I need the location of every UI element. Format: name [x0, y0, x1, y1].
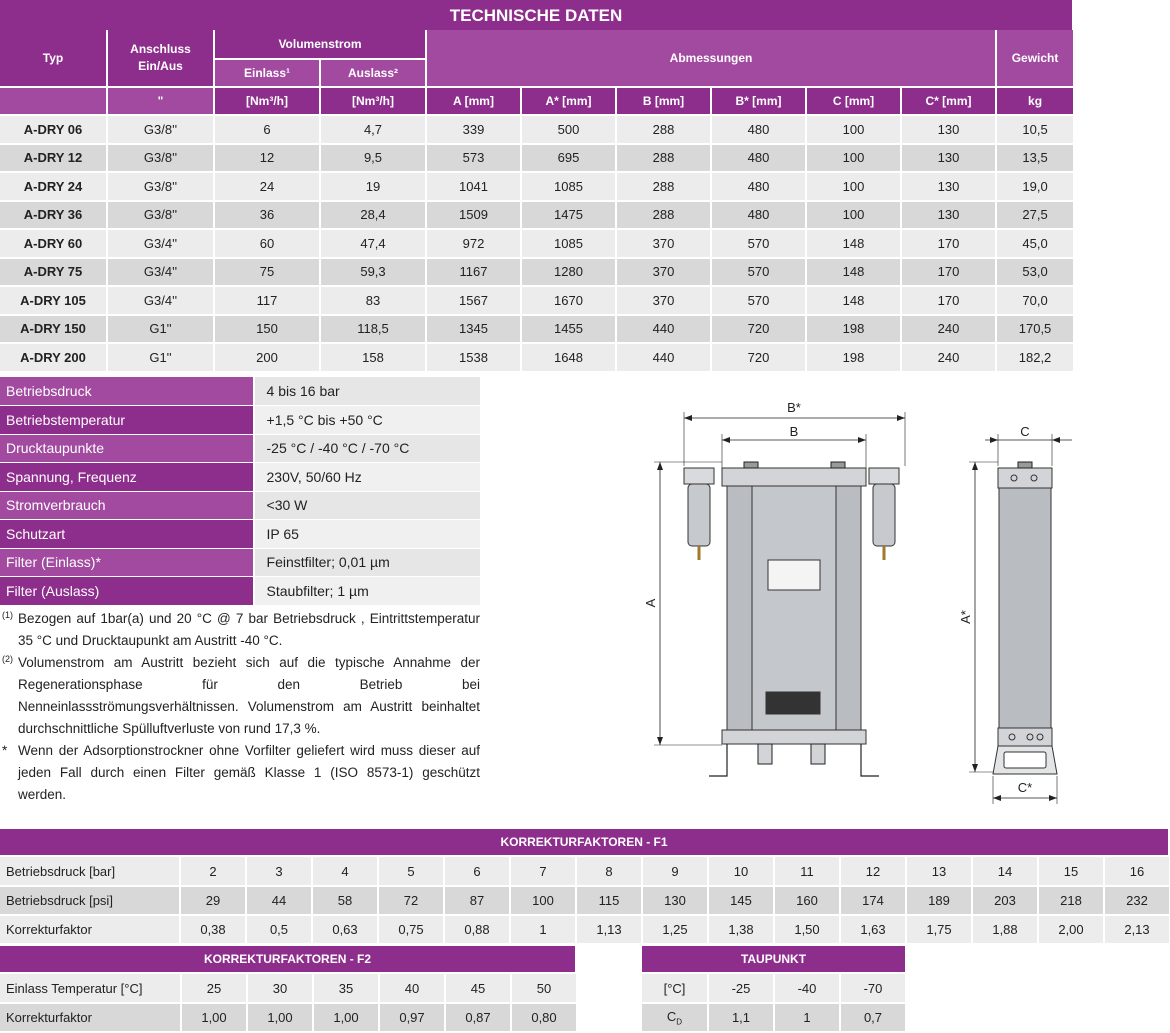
f1-table	[0, 857, 1170, 945]
param-label: Drucktaupunkte	[0, 434, 254, 463]
tech-cell: 170	[901, 258, 996, 287]
tech-title: TECHNISCHE DATEN	[449, 6, 623, 25]
tech-row	[0, 315, 1074, 344]
tech-cell: 1648	[521, 343, 616, 372]
tech-cell: 1567	[426, 286, 521, 315]
tech-cell: G3/8''	[107, 144, 214, 173]
tech-cell: 130	[901, 144, 996, 173]
f2-row	[0, 1003, 577, 1032]
tech-title-bar	[0, 0, 1072, 30]
tech-cell-typ: A-DRY 200	[0, 343, 107, 372]
f1-cell: 87	[444, 886, 510, 915]
tech-cell: 1167	[426, 258, 521, 287]
taupunkt-cell: -25	[708, 974, 774, 1003]
tech-cell: 83	[320, 286, 426, 315]
footnote-3-mark: *	[2, 743, 8, 758]
tech-cell: 480	[711, 172, 806, 201]
f2-title: KORREKTURFAKTOREN - F2	[0, 946, 575, 972]
tech-cell: 170	[901, 229, 996, 258]
taupunkt-row-label: [°C]	[642, 974, 708, 1003]
col-abmessungen: Abmessungen	[426, 30, 996, 87]
tech-table	[0, 30, 1075, 373]
f1-cell: 29	[180, 886, 246, 915]
dim-c: C	[1020, 424, 1030, 439]
taupunkt-cell: -40	[774, 974, 840, 1003]
param-label: Filter (Auslass)	[0, 577, 254, 606]
tech-cell: 573	[426, 144, 521, 173]
col-einlass: Einlass¹	[214, 59, 320, 88]
param-row	[0, 377, 480, 406]
tech-row	[0, 144, 1074, 173]
param-value: Staubfilter; 1 µm	[254, 577, 480, 606]
tech-cell: 695	[521, 144, 616, 173]
tech-cell: 500	[521, 115, 616, 144]
tech-cell: 570	[711, 258, 806, 287]
tech-cell: G1''	[107, 343, 214, 372]
tech-cell: 198	[806, 343, 901, 372]
param-value: +1,5 °C bis +50 °C	[254, 406, 480, 435]
col-auslass: Auslass²	[320, 59, 426, 88]
tech-row	[0, 115, 1074, 144]
unit-kg: kg	[996, 87, 1074, 115]
f2-table	[0, 974, 578, 1033]
tech-cell: 118,5	[320, 315, 426, 344]
param-value: IP 65	[254, 520, 480, 549]
taupunkt-cell: 1,1	[708, 1003, 774, 1032]
f1-cell: 0,75	[378, 915, 444, 944]
tech-cell: 19,0	[996, 172, 1074, 201]
f1-cell: 7	[510, 857, 576, 886]
tech-row	[0, 172, 1074, 201]
dryer-drawing	[630, 390, 1080, 810]
tech-cell: 6	[214, 115, 320, 144]
tech-cell: 45,0	[996, 229, 1074, 258]
f2-row	[0, 974, 577, 1003]
f1-cell: 13	[906, 857, 972, 886]
unit-a: A [mm]	[426, 87, 521, 115]
f2-cell: 1,00	[181, 1003, 247, 1032]
param-label: Schutzart	[0, 520, 254, 549]
f2-cell: 35	[313, 974, 379, 1003]
unit-blank	[0, 87, 107, 115]
tech-cell: 4,7	[320, 115, 426, 144]
f1-cell: 0,63	[312, 915, 378, 944]
col-anschluss	[107, 30, 214, 87]
tech-cell: 972	[426, 229, 521, 258]
tech-row	[0, 229, 1074, 258]
tech-cell: 480	[711, 201, 806, 230]
unit-c-star: C* [mm]	[901, 87, 996, 115]
param-value: 230V, 50/60 Hz	[254, 463, 480, 492]
tech-cell: 117	[214, 286, 320, 315]
param-row	[0, 548, 480, 577]
f1-cell: 0,5	[246, 915, 312, 944]
f1-cell: 130	[642, 886, 708, 915]
tech-cell: G3/4''	[107, 286, 214, 315]
tech-cell: G3/4''	[107, 258, 214, 287]
tech-cell: 240	[901, 315, 996, 344]
tech-cell: 12	[214, 144, 320, 173]
tech-cell: 70,0	[996, 286, 1074, 315]
f2-cell: 1,00	[313, 1003, 379, 1032]
taupunkt-cell: 1	[774, 1003, 840, 1032]
f2-cell: 40	[379, 974, 445, 1003]
tech-row	[0, 258, 1074, 287]
tech-cell: 720	[711, 315, 806, 344]
tech-cell: 130	[901, 115, 996, 144]
dim-b: B	[789, 424, 799, 439]
tech-cell: 19	[320, 172, 426, 201]
f1-row	[0, 857, 1170, 886]
unit-einlass: [Nm³/h]	[214, 87, 320, 115]
f1-cell: 145	[708, 886, 774, 915]
tech-cell: 1538	[426, 343, 521, 372]
f1-cell: 1,38	[708, 915, 774, 944]
taupunkt-row	[642, 974, 906, 1003]
f1-cell: 16	[1104, 857, 1170, 886]
f2-cell: 45	[445, 974, 511, 1003]
taupunkt-row-label: $C_D$	[642, 1003, 708, 1032]
param-label: Stromverbrauch	[0, 491, 254, 520]
f1-cell: 9	[642, 857, 708, 886]
f1-cell: 174	[840, 886, 906, 915]
f1-cell: 6	[444, 857, 510, 886]
tech-cell: 1475	[521, 201, 616, 230]
f1-cell: 2	[180, 857, 246, 886]
tech-row	[0, 201, 1074, 230]
tech-cell: 75	[214, 258, 320, 287]
tech-cell: 1455	[521, 315, 616, 344]
f2-cell: 0,80	[511, 1003, 577, 1032]
tech-cell: 1509	[426, 201, 521, 230]
tech-cell: 100	[806, 115, 901, 144]
f1-cell: 1,88	[972, 915, 1038, 944]
f1-cell: 15	[1038, 857, 1104, 886]
f1-cell: 189	[906, 886, 972, 915]
f1-row	[0, 915, 1170, 944]
f1-cell: 11	[774, 857, 840, 886]
tech-cell-typ: A-DRY 60	[0, 229, 107, 258]
tech-cell: 9,5	[320, 144, 426, 173]
tech-cell: 170	[901, 286, 996, 315]
param-row	[0, 577, 480, 606]
f1-cell: 2,00	[1038, 915, 1104, 944]
tech-cell-typ: A-DRY 105	[0, 286, 107, 315]
col-typ: Typ	[0, 30, 107, 87]
tech-cell: 339	[426, 115, 521, 144]
footnote-2-text: Volumenstrom am Austritt bezieht sich auf die typische Annahme der Regenerationsphase für den Betrieb bei Nenneinlassströmungsverhältnissen. Volumenstrom am Austritt beinhaltet durchschnittliche Spülluftverluste von rund 17,3 %.	[18, 655, 480, 736]
tech-cell: G3/8''	[107, 172, 214, 201]
f1-row-label: Betriebsdruck [psi]	[0, 886, 180, 915]
tech-cell: 130	[901, 201, 996, 230]
f1-row-label: Betriebsdruck [bar]	[0, 857, 180, 886]
footnotes	[2, 608, 480, 806]
tech-cell: 1085	[521, 229, 616, 258]
unit-c: C [mm]	[806, 87, 901, 115]
footnote-2-mark: (2)	[2, 654, 13, 664]
f1-cell: 1,25	[642, 915, 708, 944]
tech-cell-typ: A-DRY 150	[0, 315, 107, 344]
f1-row-label: Korrekturfaktor	[0, 915, 180, 944]
param-value: -25 °C / -40 °C / -70 °C	[254, 434, 480, 463]
f1-cell: 0,88	[444, 915, 510, 944]
tech-cell: 182,2	[996, 343, 1074, 372]
tech-cell: 198	[806, 315, 901, 344]
tech-cell: 288	[616, 201, 711, 230]
f1-cell: 218	[1038, 886, 1104, 915]
f1-cell: 14	[972, 857, 1038, 886]
params-table	[0, 377, 480, 606]
tech-cell: 1085	[521, 172, 616, 201]
unit-anschluss: "	[107, 87, 214, 115]
f1-cell: 44	[246, 886, 312, 915]
tech-cell: 370	[616, 286, 711, 315]
tech-cell: 158	[320, 343, 426, 372]
tech-cell: 240	[901, 343, 996, 372]
f1-row	[0, 886, 1170, 915]
f1-cell: 58	[312, 886, 378, 915]
col-gewicht: Gewicht	[996, 30, 1074, 87]
f1-cell: 5	[378, 857, 444, 886]
footnote-1-mark: (1)	[2, 610, 13, 620]
taupunkt-title: TAUPUNKT	[642, 946, 905, 972]
f1-cell: 115	[576, 886, 642, 915]
param-label: Betriebstemperatur	[0, 406, 254, 435]
taupunkt-table	[642, 974, 907, 1033]
tech-cell: 148	[806, 286, 901, 315]
unit-a-star: A* [mm]	[521, 87, 616, 115]
tech-cell: 370	[616, 258, 711, 287]
tech-cell: 570	[711, 229, 806, 258]
tech-cell-typ: A-DRY 24	[0, 172, 107, 201]
f1-cell: 0,38	[180, 915, 246, 944]
tech-cell: G3/8''	[107, 115, 214, 144]
tech-cell: 13,5	[996, 144, 1074, 173]
f1-cell: 160	[774, 886, 840, 915]
footnote-2	[2, 652, 480, 740]
tech-cell: 47,4	[320, 229, 426, 258]
col-volumenstrom: Volumenstrom	[214, 30, 426, 59]
tech-cell: 170,5	[996, 315, 1074, 344]
tech-cell: 60	[214, 229, 320, 258]
tech-cell: 130	[901, 172, 996, 201]
param-row	[0, 520, 480, 549]
tech-row	[0, 343, 1074, 372]
footnote-1	[2, 608, 480, 652]
tech-cell: 440	[616, 315, 711, 344]
tech-cell: 28,4	[320, 201, 426, 230]
f1-cell: 10	[708, 857, 774, 886]
param-value: 4 bis 16 bar	[254, 377, 480, 406]
f2-cell: 0,97	[379, 1003, 445, 1032]
f1-cell: 1,50	[774, 915, 840, 944]
dim-c-star: C*	[1017, 780, 1033, 795]
param-row	[0, 434, 480, 463]
f1-cell: 100	[510, 886, 576, 915]
tech-cell: 36	[214, 201, 320, 230]
tech-cell-typ: A-DRY 36	[0, 201, 107, 230]
tech-cell: 480	[711, 144, 806, 173]
tech-cell: 1280	[521, 258, 616, 287]
f2-cell: 0,87	[445, 1003, 511, 1032]
f2-row-label: Einlass Temperatur [°C]	[0, 974, 181, 1003]
tech-cell: 148	[806, 229, 901, 258]
tech-cell: 150	[214, 315, 320, 344]
footnote-3-text: Wenn der Adsorptionstrockner ohne Vorfilter geliefert wird muss dieser auf jeden Fall durch einen Filter gemäß Klasse 1 (ISO 8573-1) geschützt werden.	[18, 743, 480, 802]
f2-cell: 1,00	[247, 1003, 313, 1032]
f1-cell: 72	[378, 886, 444, 915]
f1-title: KORREKTURFAKTOREN - F1	[0, 829, 1168, 855]
tech-cell-typ: A-DRY 06	[0, 115, 107, 144]
footnote-1-text: Bezogen auf 1bar(a) und 20 °C @ 7 bar Betriebsdruck , Eintrittstemperatur 35 °C und Drucktaupunkt am Austritt -40 °C.	[18, 611, 480, 648]
f1-cell: 1	[510, 915, 576, 944]
f1-cell: 3	[246, 857, 312, 886]
dim-a-star: A*	[958, 610, 973, 624]
tech-cell: 480	[711, 115, 806, 144]
tech-cell: 288	[616, 115, 711, 144]
tech-cell: 148	[806, 258, 901, 287]
unit-b: B [mm]	[616, 87, 711, 115]
tech-cell: G3/8''	[107, 201, 214, 230]
f2-cell: 30	[247, 974, 313, 1003]
tech-cell: 100	[806, 201, 901, 230]
tech-cell: 1345	[426, 315, 521, 344]
tech-cell: 24	[214, 172, 320, 201]
param-value: Feinstfilter; 0,01 µm	[254, 548, 480, 577]
f2-row-label: Korrekturfaktor	[0, 1003, 181, 1032]
f1-cell: 232	[1104, 886, 1170, 915]
param-label: Spannung, Frequenz	[0, 463, 254, 492]
f1-cell: 4	[312, 857, 378, 886]
param-label: Filter (Einlass)*	[0, 548, 254, 577]
unit-auslass: [Nm³/h]	[320, 87, 426, 115]
dim-b-star: B*	[787, 400, 801, 415]
tech-cell: G1''	[107, 315, 214, 344]
param-value: <30 W	[254, 491, 480, 520]
tech-cell-typ: A-DRY 12	[0, 144, 107, 173]
tech-cell: 59,3	[320, 258, 426, 287]
col-anschluss-label: Anschluss Ein/Aus	[130, 42, 191, 73]
tech-cell-typ: A-DRY 75	[0, 258, 107, 287]
tech-cell: 288	[616, 144, 711, 173]
tech-cell: 53,0	[996, 258, 1074, 287]
param-row	[0, 406, 480, 435]
taupunkt-row	[642, 1003, 906, 1032]
dim-a: A	[643, 598, 658, 608]
f1-cell: 12	[840, 857, 906, 886]
tech-cell: 370	[616, 229, 711, 258]
f1-cell: 1,75	[906, 915, 972, 944]
tech-cell: 200	[214, 343, 320, 372]
tech-cell: 10,5	[996, 115, 1074, 144]
taupunkt-cell: 0,7	[840, 1003, 906, 1032]
tech-cell: 1670	[521, 286, 616, 315]
f1-cell: 2,13	[1104, 915, 1170, 944]
taupunkt-cell: -70	[840, 974, 906, 1003]
tech-cell: 440	[616, 343, 711, 372]
param-row	[0, 463, 480, 492]
unit-b-star: B* [mm]	[711, 87, 806, 115]
f2-cell: 25	[181, 974, 247, 1003]
tech-cell: 27,5	[996, 201, 1074, 230]
tech-cell: G3/4''	[107, 229, 214, 258]
f2-cell: 50	[511, 974, 577, 1003]
footnote-3	[2, 740, 480, 806]
tech-cell: 100	[806, 172, 901, 201]
param-label: Betriebsdruck	[0, 377, 254, 406]
f1-cell: 203	[972, 886, 1038, 915]
tech-row	[0, 286, 1074, 315]
f1-cell: 1,63	[840, 915, 906, 944]
f1-cell: 8	[576, 857, 642, 886]
tech-cell: 100	[806, 144, 901, 173]
tech-cell: 288	[616, 172, 711, 201]
param-row	[0, 491, 480, 520]
cd-subscript: D	[676, 1017, 683, 1027]
tech-cell: 570	[711, 286, 806, 315]
tech-cell: 1041	[426, 172, 521, 201]
tech-cell: 720	[711, 343, 806, 372]
f1-cell: 1,13	[576, 915, 642, 944]
